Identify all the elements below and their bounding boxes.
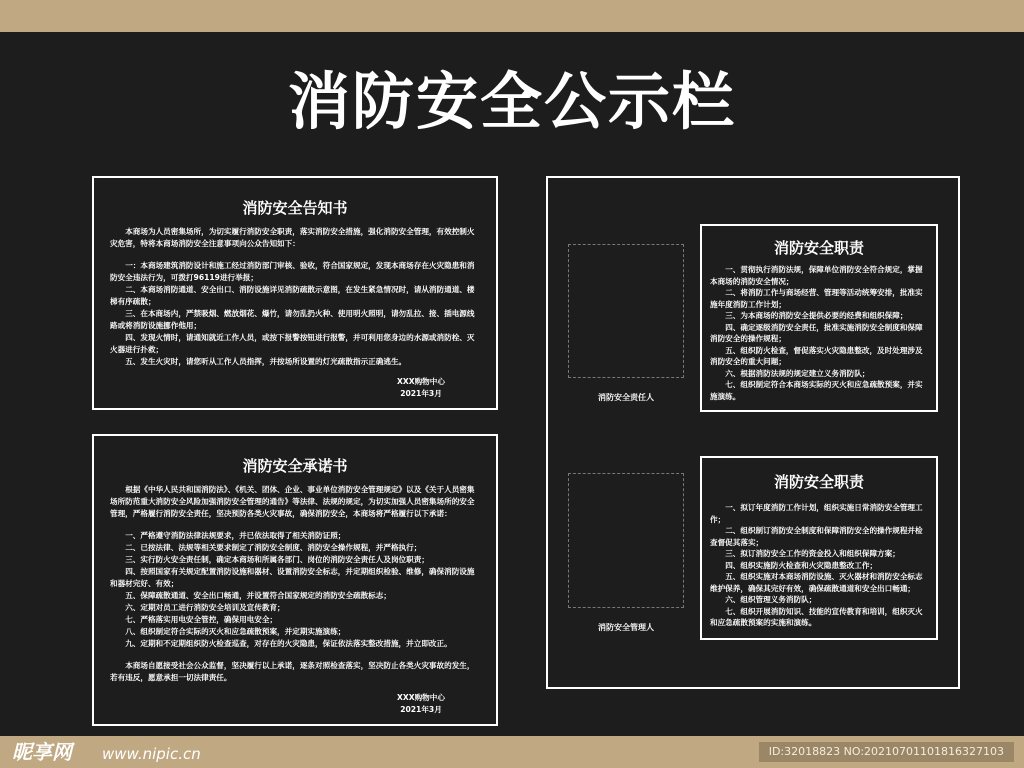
pledge-heading: 消防安全承诺书 xyxy=(242,457,348,475)
site-logo: 昵享网 xyxy=(12,740,72,764)
notice-item: 四、发现火情时，请通知就近工作人员，或按下报警按钮进行报警，并可利用您身边的水源或消防栓、灭火器进行扑救； xyxy=(110,333,475,354)
notice-date: 2021年3月 xyxy=(400,389,442,398)
notice-item: 一：本商场建筑消防设计和施工经过消防部门审核、验收，符合国家规定，发现本商场存在火灾隐患和消防安全违法行为，可拨打96119进行举报； xyxy=(110,261,475,282)
duty2-item: 二、组织制订消防安全制度和保障消防安全的操作规程并检查督促其落实； xyxy=(710,526,923,547)
photo-placeholder-manager xyxy=(568,473,684,608)
notice-org: XXX购物中心 xyxy=(397,377,445,386)
pledge-item: 九、定期和不定期组织防火检查巡查，对存在的火灾隐患，保证依法落实整改措施，并立即改正。 xyxy=(125,639,452,648)
notice-item: 二、本商场消防通道、安全出口、消防设施详见消防疏散示意图，在发生紧急情况时，请从消防通道、楼梯有序疏散； xyxy=(110,285,475,306)
pledge-item: 六、定期对员工进行消防安全培训及宣传教育； xyxy=(125,603,285,612)
pledge-item: 二、已按法律、法规等相关要求制定了消防安全制度、消防安全操作规程，并严格执行； xyxy=(125,543,422,552)
pledge-closing: 本商场自愿接受社会公众监督，坚决履行以上承诺，逐条对照检查落实，坚决防止各类火灾事故的发生，若有违反，愿意承担一切法律责任。 xyxy=(110,661,475,682)
duty1-item: 七、组织制定符合本商场实际的灭火和应急疏散预案，并实施演练。 xyxy=(710,380,923,401)
pledge-item: 七、严格落实用电安全管控，确保用电安全； xyxy=(125,615,278,624)
duty-panel-1 xyxy=(700,224,938,412)
duty2-item: 六、组织管理义务消防队； xyxy=(725,595,817,604)
duty2-item: 四、组织实施防火检查和火灾隐患整改工作； xyxy=(725,560,878,570)
duty1-item: 三、为本商场的消防安全提供必要的经费和组织保障； xyxy=(725,311,908,320)
notice-heading: 消防安全告知书 xyxy=(242,199,348,217)
duty2-item: 三、拟订消防安全工作的资金投入和组织保障方案； xyxy=(725,549,900,558)
photo-caption-manager: 消防安全管理人 xyxy=(598,623,654,632)
pledge-item: 三、实行防火安全责任制，确定本商场和所属各部门、岗位的消防安全责任人及岗位职责； xyxy=(125,555,429,564)
duty1-item: 二、将消防工作与商场经营、管理等活动统筹安排，批准实施年度消防工作计划； xyxy=(710,288,923,309)
pledge-item: 一、严格遵守消防法律法规要求，并已依法取得了相关消防证照； xyxy=(125,531,346,540)
pledge-item: 四、按照国家有关规定配置消防设施和器材、设置消防安全标志，并定期组织检验、维修，确保消防设施和器材完好、有效； xyxy=(110,567,475,588)
duty1-item: 六、根据消防法规的规定建立义务消防队； xyxy=(725,368,870,378)
pledge-intro: 根据《中华人民共和国消防法》、《机关、团体、企业、事业单位消防安全管理规定》以及《关于人员密集场所防范重大消防安全风险加强消防安全管理的通告》等法律、法规的规定，为切实加强人员密集场所的安全管理，严格履行消防安全责任，坚决预防各类火灾事故，确保消防安全，本商场将严格履行以下承诺： xyxy=(110,485,475,518)
photo-caption-responsible-person: 消防安全责任人 xyxy=(598,393,654,402)
duty-panel-2 xyxy=(700,456,938,640)
pledge-org: XXX购物中心 xyxy=(397,693,445,702)
duty2-heading: 消防安全职责 xyxy=(773,473,864,491)
left-column xyxy=(92,176,498,726)
duty1-heading: 消防安全职责 xyxy=(773,239,864,257)
page-title: 消防安全公示栏 xyxy=(287,65,736,138)
image-id-badge: ID:32018823 NO:20210701101816327103 xyxy=(759,742,1014,762)
site-url: www.nipic.cn xyxy=(102,745,201,763)
duty2-item: 七、组织开展消防知识、技能的宣传教育和培训，组织灭火和应急疏散预案的实施和演练。 xyxy=(710,606,923,627)
duty1-item: 一、贯彻执行消防法规，保障单位消防安全符合规定，掌握本商场的消防安全情况； xyxy=(710,265,923,286)
notice-item: 五、发生火灾时，请您听从工作人员指挥，并按场所设置的灯光疏散指示正确逃生。 xyxy=(125,357,407,366)
pledge-date: 2021年3月 xyxy=(400,705,442,714)
pledge-item: 八、组织制定符合实际的灭火和应急疏散预案，并定期实施演练； xyxy=(125,627,346,636)
pledge-signature xyxy=(376,692,466,716)
watermark-footer xyxy=(0,736,1024,768)
notice-item: 三、在本商场内，严禁吸烟、燃放烟花、爆竹，请勿乱扔火种、使用明火照明，请勿乱拉、接、插电源线路或将消防设施挪作他用； xyxy=(110,309,475,330)
pledge-item: 五、保障疏散通道、安全出口畅通，并设置符合国家规定的消防安全疏散标志； xyxy=(125,591,391,600)
right-column xyxy=(700,224,938,640)
pledge-panel xyxy=(92,434,498,726)
duty2-item: 五、组织实施对本商场消防设施、灭火器材和消防安全标志维护保养，确保其完好有效，确保疏散通道和安全出口畅通； xyxy=(710,572,923,593)
duty1-item: 四、确定逐级消防安全责任，批准实施消防安全制度和保障消防安全的操作规程； xyxy=(710,322,923,343)
notice-signature xyxy=(376,376,466,400)
notice-panel xyxy=(92,176,498,410)
notice-intro: 本商场为人员密集场所，为切实履行消防安全职责，落实消防安全措施，强化消防安全管理，有效控制火灾危害，特将本商场消防安全注意事项向公众告知如下： xyxy=(110,227,475,248)
photo-placeholder-responsible-person xyxy=(568,244,684,378)
duty2-item: 一、拟订年度消防工作计划，组织实施日常消防安全管理工作； xyxy=(710,503,923,524)
duty1-item: 五、组织防火检查，督促落实火灾隐患整改，及时处理涉及消防安全的重大问题； xyxy=(710,345,923,366)
